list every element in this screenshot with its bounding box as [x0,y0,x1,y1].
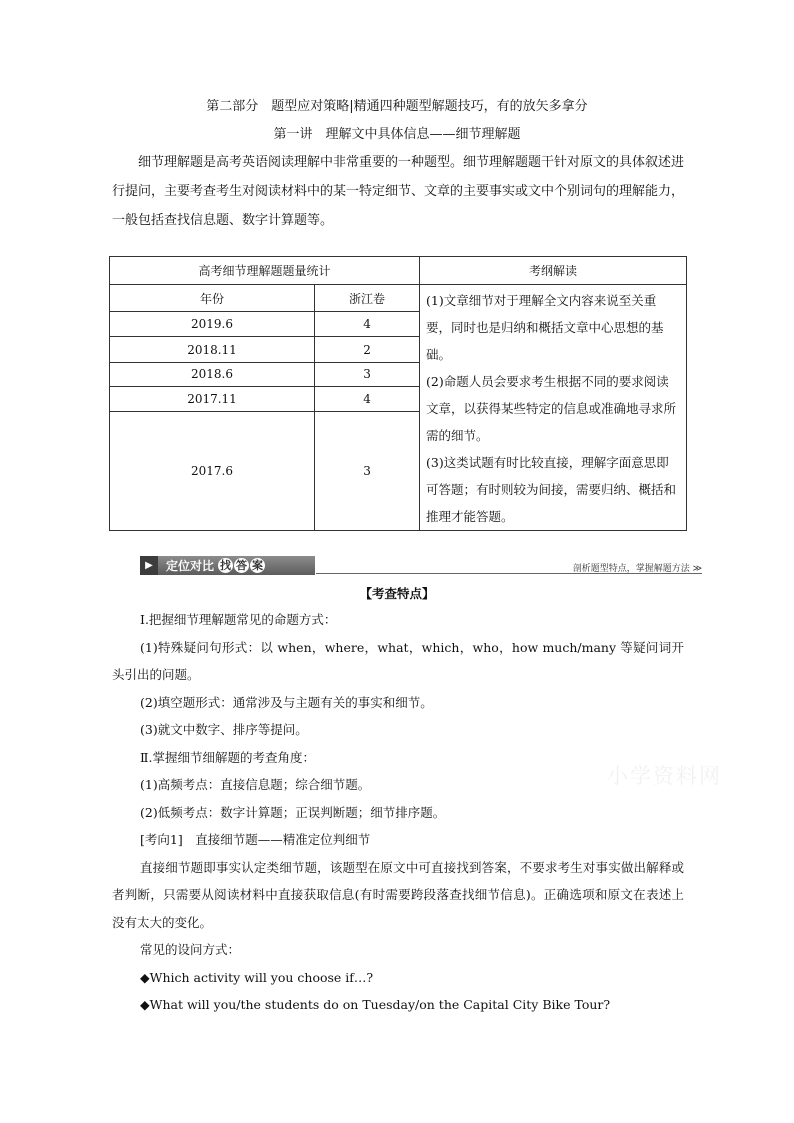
intro-paragraph: 细节理解题是高考英语阅读理解中非常重要的一种题型。细节理解题题干针对原文的具体叙述进行提问，主要考查考生对阅读材料中的某一特定细节、文章的主要事实或文中个别词句的理解能力，一般包括查找信息题、数字计算题等。 [112,155,685,228]
part-title: 第二部分 题型应对策略|精通四种题型解题技巧，有的放矢多拿分 [206,99,588,114]
banner-circle-char: 答 [236,559,248,572]
body-line: ◆Which activity will you choose if…? [140,969,374,985]
cell-count: 4 [315,386,420,411]
body-line: Ⅰ.把握细节理解题常见的命题方式： [140,612,337,627]
note-2: (2)命题人员会要求考生根据不同的要求阅读文章，以获得某些特定的信息或准确地寻求所需的细节。 [426,374,677,443]
body-line: ◆What will you/the students do on Tuesday/on the Capital City Bike Tour? [140,997,611,1012]
section-banner [140,556,315,575]
watermark: 小学资料网 [607,764,722,788]
body-line: (2)低频考点：数字计算题；正误判断题；细节排序题。 [140,804,446,820]
cell-count: 4 [315,312,420,337]
section-heading: 【考查特点】 [359,586,435,601]
cell-year: 2018.6 [110,362,315,386]
cell-year: 2017.11 [110,386,315,411]
col-header-year: 年份 [110,285,315,312]
cell-count: 3 [315,412,420,531]
body-line: (2)填空题形式：通常涉及与主题有关的事实和细节。 [140,694,433,710]
lecture-title: 第一讲 理解文中具体信息——细节理解题 [273,127,521,142]
body-line: 常见的设问方式： [140,942,241,957]
banner-tagline: 剖析题型特点，掌握解题方法 ≫ [572,564,702,574]
body-line: Ⅱ.掌握细节细解题的考查角度： [140,749,315,765]
cell-count: 3 [315,362,420,386]
body-line: (3)就文中数字、排序等提问。 [140,722,308,737]
body-line: [考向1] 直接细节题——精准定位判细节 [140,832,371,847]
syllabus-title: 考纲解读 [420,257,687,285]
syllabus-notes [420,285,687,531]
note-1: (1)文章细节对于理解全文内容来说至关重要，同时也是归纳和概括文章中心思想的基础。 [426,293,664,362]
stats-table-title: 高考细节理解题题量统计 [110,257,420,285]
banner-circle-char: 找 [220,559,232,572]
cell-year: 2017.6 [110,412,315,531]
body-line: 直接细节题即事实认定类细节题，该题型在原文中可直接找到答案，不要求考生对事实做出解释或者判断，只需要从阅读材料中直接获取信息(有时需要跨段落查找细节信息)。正确选项和原文在表述上没有太大的变化。 [112,859,684,930]
stats-table [109,256,687,531]
banner-label: 定位对比 [166,559,215,573]
col-header-zhejiang: 浙江卷 [315,285,420,312]
cell-year: 2018.11 [110,337,315,362]
body-line: (1)特殊疑问句形式：以 when，where，what，which，who，how much/many 等疑问词开头引出的问题。 [112,639,684,682]
cell-count: 2 [315,337,420,362]
play-arrow-icon: ▶ [140,556,158,575]
body-line: (1)高频考点：直接信息题；综合细节题。 [140,777,371,792]
note-3: (3)这类试题有时比较直接，理解字面意思即可答题；有时则较为间接，需要归纳、概括和推理才能答题。 [426,455,677,524]
banner-circle-char: 案 [252,559,264,572]
cell-year: 2019.6 [110,312,315,337]
body-text [112,606,684,1019]
